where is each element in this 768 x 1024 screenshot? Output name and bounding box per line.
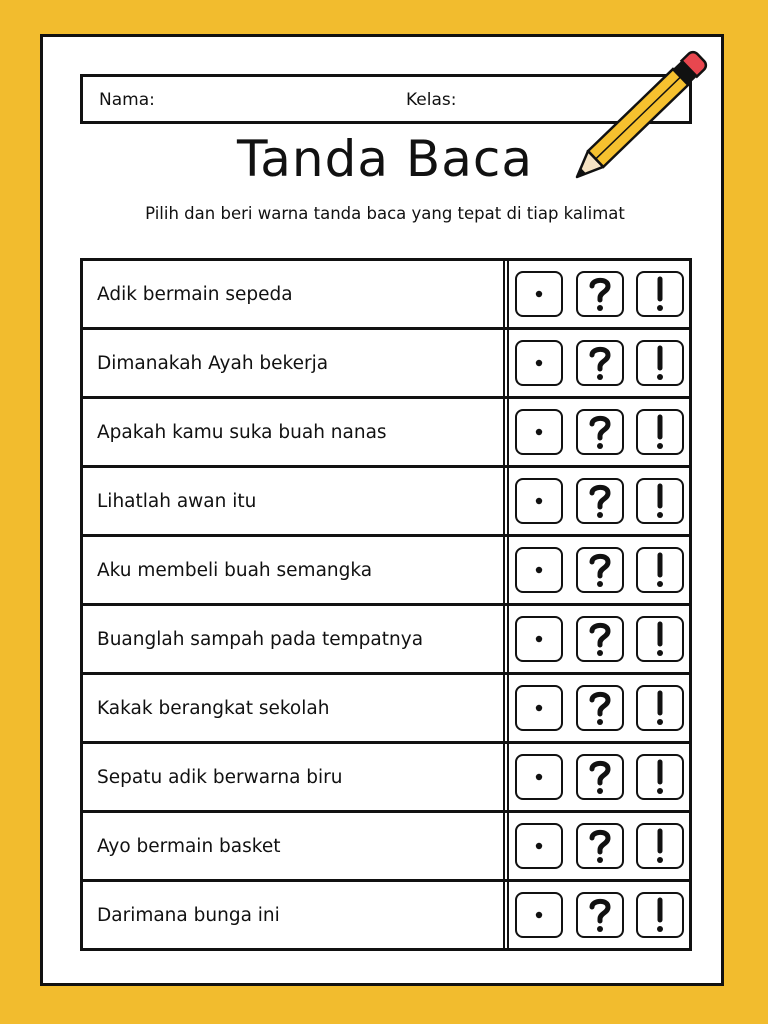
period-icon: [533, 633, 545, 645]
exclamation-mark-icon: [654, 690, 666, 726]
question-mark-option[interactable]: [576, 892, 624, 938]
period-option[interactable]: [515, 478, 563, 524]
punctuation-choices: [509, 261, 689, 327]
punctuation-choices: [509, 399, 689, 465]
question-mark-option[interactable]: [576, 823, 624, 869]
exclamation-mark-icon: [654, 621, 666, 657]
table-row-2: [83, 330, 689, 399]
exclamation-mark-option[interactable]: [636, 409, 684, 455]
table-row-4: [83, 468, 689, 537]
period-option[interactable]: [515, 409, 563, 455]
question-mark-option[interactable]: [576, 271, 624, 317]
question-mark-icon: [587, 552, 613, 588]
sentence-text: Darimana bunga ini: [83, 882, 509, 948]
question-mark-option[interactable]: [576, 616, 624, 662]
exclamation-mark-option[interactable]: [636, 892, 684, 938]
period-option[interactable]: [515, 892, 563, 938]
exclamation-mark-icon: [654, 897, 666, 933]
period-icon: [533, 702, 545, 714]
exclamation-mark-option[interactable]: [636, 754, 684, 800]
question-mark-option[interactable]: [576, 478, 624, 524]
period-option[interactable]: [515, 271, 563, 317]
question-mark-icon: [587, 690, 613, 726]
exclamation-mark-option[interactable]: [636, 478, 684, 524]
table-row-3: [83, 399, 689, 468]
exclamation-mark-option[interactable]: [636, 271, 684, 317]
exclamation-mark-icon: [654, 759, 666, 795]
sentence-text: Buanglah sampah pada tempatnya: [83, 606, 509, 672]
period-icon: [533, 840, 545, 852]
sentence-text: Apakah kamu suka buah nanas: [83, 399, 509, 465]
sentence-text: Adik bermain sepeda: [83, 261, 509, 327]
exclamation-mark-icon: [654, 552, 666, 588]
instruction-text: Pilih dan beri warna tanda baca yang tepat di tiap kalimat: [145, 204, 625, 223]
table-row-7: [83, 675, 689, 744]
question-mark-option[interactable]: [576, 754, 624, 800]
punctuation-choices: [509, 744, 689, 810]
period-icon: [533, 357, 545, 369]
period-option[interactable]: [515, 685, 563, 731]
exclamation-mark-icon: [654, 414, 666, 450]
period-icon: [533, 909, 545, 921]
period-option[interactable]: [515, 340, 563, 386]
exclamation-mark-option[interactable]: [636, 685, 684, 731]
exclamation-mark-icon: [654, 345, 666, 381]
period-option[interactable]: [515, 616, 563, 662]
period-icon: [533, 564, 545, 576]
table-row-6: [83, 606, 689, 675]
exclamation-mark-icon: [654, 483, 666, 519]
punctuation-choices: [509, 675, 689, 741]
table-row-5: [83, 537, 689, 606]
question-mark-option[interactable]: [576, 409, 624, 455]
punctuation-table: [80, 258, 692, 951]
exclamation-mark-icon: [654, 828, 666, 864]
question-mark-icon: [587, 276, 613, 312]
question-mark-icon: [587, 621, 613, 657]
table-row-8: [83, 744, 689, 813]
punctuation-choices: [509, 537, 689, 603]
table-row-1: [83, 261, 689, 330]
period-option[interactable]: [515, 547, 563, 593]
question-mark-icon: [587, 897, 613, 933]
worksheet: [40, 34, 724, 986]
question-mark-option[interactable]: [576, 340, 624, 386]
question-mark-option[interactable]: [576, 547, 624, 593]
sentence-text: Sepatu adik berwarna biru: [83, 744, 509, 810]
punctuation-choices: [509, 813, 689, 879]
question-mark-icon: [587, 759, 613, 795]
question-mark-icon: [587, 345, 613, 381]
sentence-text: Lihatlah awan itu: [83, 468, 509, 534]
exclamation-mark-option[interactable]: [636, 340, 684, 386]
worksheet-title: Tanda Baca: [237, 130, 533, 188]
sentence-text: Dimanakah Ayah bekerja: [83, 330, 509, 396]
punctuation-choices: [509, 330, 689, 396]
period-icon: [533, 771, 545, 783]
exclamation-mark-option[interactable]: [636, 616, 684, 662]
question-mark-icon: [587, 414, 613, 450]
name-label: Nama:: [99, 90, 155, 110]
period-icon: [533, 426, 545, 438]
class-label: Kelas:: [406, 90, 457, 110]
period-icon: [533, 288, 545, 300]
sentence-text: Kakak berangkat sekolah: [83, 675, 509, 741]
punctuation-choices: [509, 882, 689, 948]
question-mark-option[interactable]: [576, 685, 624, 731]
question-mark-icon: [587, 483, 613, 519]
sentence-text: Ayo bermain basket: [83, 813, 509, 879]
punctuation-choices: [509, 468, 689, 534]
question-mark-icon: [587, 828, 613, 864]
period-option[interactable]: [515, 754, 563, 800]
exclamation-mark-icon: [654, 276, 666, 312]
exclamation-mark-option[interactable]: [636, 547, 684, 593]
table-row-9: [83, 813, 689, 882]
sentence-text: Aku membeli buah semangka: [83, 537, 509, 603]
punctuation-choices: [509, 606, 689, 672]
exclamation-mark-option[interactable]: [636, 823, 684, 869]
table-row-10: [83, 882, 689, 948]
period-icon: [533, 495, 545, 507]
period-option[interactable]: [515, 823, 563, 869]
